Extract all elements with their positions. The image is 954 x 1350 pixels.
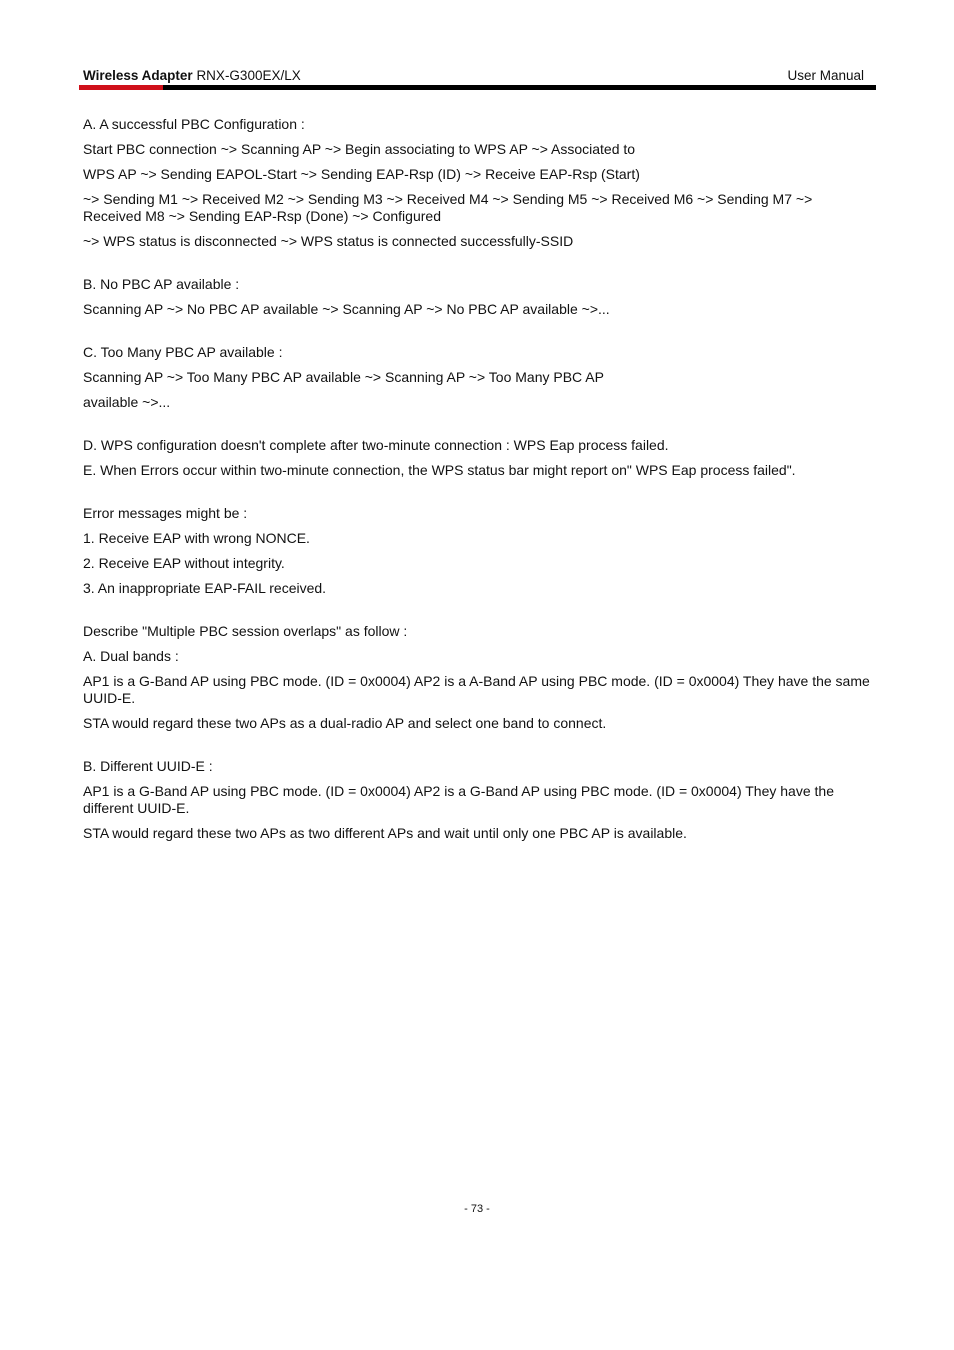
paragraph: WPS AP ~> Sending EAPOL-Start ~> Sending EAP-Rsp (ID) ~> Receive EAP-Rsp (Start): [83, 166, 640, 182]
page-number: - 73 -: [464, 1203, 490, 1215]
paragraph: STA would regard these two APs as a dual-radio AP and select one band to connect.: [83, 715, 607, 731]
paragraph: Start PBC connection ~> Scanning AP ~> Begin associating to WPS AP ~> Associated to: [83, 141, 636, 157]
paragraph: AP1 is a G-Band AP using PBC mode. (ID = 0x0004) AP2 is a A-Band AP using PBC mode. (ID = 0x0004) They have the same UUID-E.: [83, 673, 870, 706]
paragraph: available ~>...: [83, 394, 171, 410]
header-doc-type: User Manual: [787, 68, 864, 83]
paragraph: ~> WPS status is disconnected ~> WPS status is connected successfully-SSID: [83, 233, 574, 249]
paragraph: STA would regard these two APs as two different APs and wait until only one PBC AP is available.: [83, 825, 687, 841]
section-heading: Describe "Multiple PBC session overlaps" as follow :: [83, 623, 408, 639]
page-header: [83, 68, 864, 86]
header-product-name: Wireless Adapter: [83, 68, 193, 83]
section-heading: A. A successful PBC Configuration :: [83, 116, 305, 132]
list-item: 1. Receive EAP with wrong NONCE.: [83, 530, 310, 546]
section-heading: C. Too Many PBC AP available :: [83, 344, 283, 360]
section-heading: Error messages might be :: [83, 505, 248, 521]
list-item: 2. Receive EAP without integrity.: [83, 555, 285, 571]
paragraph: AP1 is a G-Band AP using PBC mode. (ID = 0x0004) AP2 is a G-Band AP using PBC mode. (ID = 0x0004) They have the different UUID-E.: [83, 783, 834, 816]
header-rule-accent: [79, 85, 163, 90]
section-heading: A. Dual bands :: [83, 648, 179, 664]
paragraph: Scanning AP ~> No PBC AP available ~> Scanning AP ~> No PBC AP available ~>...: [83, 301, 610, 317]
header-product-model: RNX-G300EX/LX: [196, 68, 301, 83]
list-item: 3. An inappropriate EAP-FAIL received.: [83, 580, 327, 596]
paragraph: E. When Errors occur within two-minute connection, the WPS status bar might report on" WPS Eap process failed".: [83, 462, 796, 478]
paragraph: ~> Sending M1 ~> Received M2 ~> Sending M3 ~> Received M4 ~> Sending M5 ~> Received M6 ~> Sending M7 ~> Received M8 ~> Sending EAP-Rsp (Done) ~> Configured: [83, 191, 813, 224]
header-rule: [79, 85, 876, 90]
header-product: [83, 68, 301, 83]
paragraph: D. WPS configuration doesn't complete after two-minute connection : WPS Eap process failed.: [83, 437, 669, 453]
section-heading: B. Different UUID-E :: [83, 758, 213, 774]
page-content: [83, 116, 873, 850]
section-heading: B. No PBC AP available :: [83, 276, 240, 292]
paragraph: Scanning AP ~> Too Many PBC AP available ~> Scanning AP ~> Too Many PBC AP: [83, 369, 604, 385]
